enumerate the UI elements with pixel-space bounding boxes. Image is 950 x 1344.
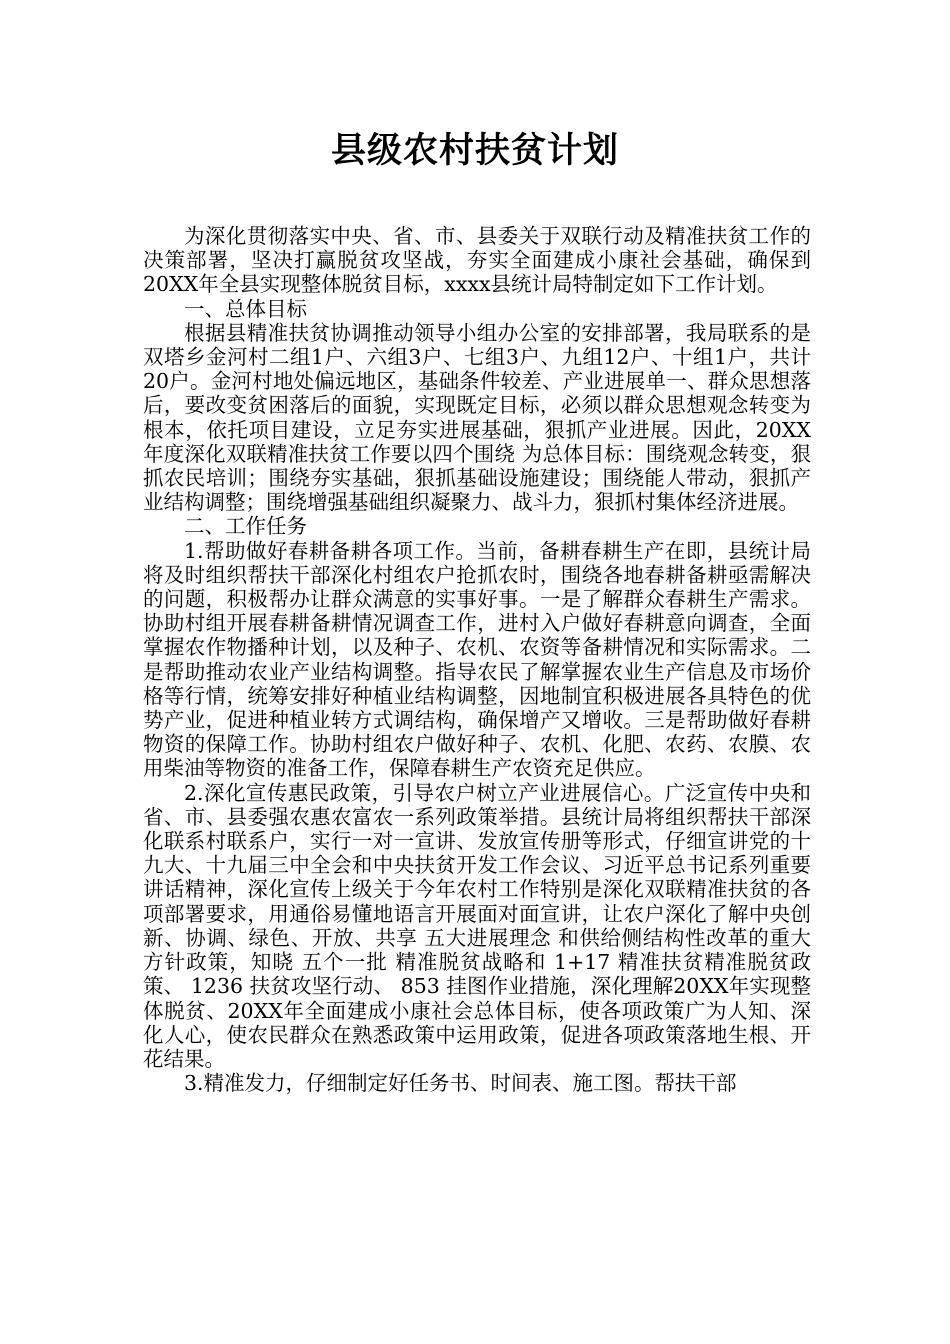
section-heading-overall-goal: 一、总体目标 bbox=[184, 296, 307, 321]
overall-goal-paragraph: 根据县精准扶贫协调推动领导小组办公室的安排部署，我局联系的是双塔乡金河村二组1户、六组3户、七组3户、九组12户、十组1户，共计20户。金河村地处偏远地区，基础条件较差、产业进展单一、群众思想落后，要改变贫困落后的面貌，实现既定目标，必须以群众思想观念转变为根本，依托项目建设，立足夯实进展基础，狠抓产业进展。因此，20XX年度深化双联精准扶贫工作要以四个围绕 为总体目标：围绕观念转变，狠抓农民培训；围绕夯实基础，狠抓基础设施建设；围绕能人带动，狠抓产业结构调整；围绕增强基础组织凝聚力、战斗力，狠抓村集体经济进展。 bbox=[143, 320, 811, 515]
document-body bbox=[143, 224, 811, 1095]
task-3-paragraph: 3.精准发力，仔细制定好任务书、时间表、施工图。帮扶干部 bbox=[184, 1071, 737, 1096]
section-heading-work-tasks: 二、工作任务 bbox=[184, 514, 307, 539]
intro-paragraph: 为深化贯彻落实中央、省、市、县委关于双联行动及精准扶贫工作的决策部署，坚决打赢脱贫攻坚战，夯实全面建成小康社会基础，确保到20XX年全县实现整体脱贫目标，xxxx县统计局特制定如下工作计划。 bbox=[143, 224, 811, 297]
task-1-paragraph: 1.帮助做好春耕备耕各项工作。当前，备耕春耕生产在即，县统计局将及时组织帮扶干部深化村组农户抢抓农时，围绕各地春耕备耕亟需解决的问题，积极帮办让群众满意的实事好事。一是了解群众春耕生产需求。协助村组开展春耕备耕情况调查工作，进村入户做好春耕意向调查，全面掌握农作物播种计划，以及种子、农机、农资等备耕情况和实际需求。二是帮助推动农业产业结构调整。指导农民了解掌握农业生产信息及市场价格等行情，统筹安排好种植业结构调整，因地制宜积极进展各具特色的优势产业，促进种植业转方式调结构，确保增产又增收。三是帮助做好春耕物资的保障工作。协助村组农户做好种子、农机、化肥、农药、农膜、农用柴油等物资的准备工作，保障春耕生产农资充足供应。 bbox=[143, 538, 811, 781]
document-title: 县级农村扶贫计划 bbox=[330, 131, 619, 171]
task-2-paragraph: 2.深化宣传惠民政策，引导农户树立产业进展信心。广泛宣传中央和省、市、县委强农惠农富农一系列政策举措。县统计局将组织帮扶干部深化联系村联系户，实行一对一宣讲、发放宣传册等形式，仔细宣讲党的十九大、十九届三中全会和中央扶贫开发工作会议、习近平总书记系列重要讲话精神，深化宣传上级关于今年农村工作特别是深化双联精准扶贫的各项部署要求，用通俗易懂地语言开展面对面宣讲，让农户深化了解中央创新、协调、绿色、开放、共享 五大进展理念 和供给侧结构性改革的重大方针政策，知晓 五个一批 精准脱贫战略和 1+17 精准扶贫精准脱贫政策、 1236 扶贫攻坚行动、 853 挂图作业措施，深化理解20XX年实现整体脱贫、20XX年全面建成小康社会总体目标，使各项政策广为人知、深化人心，使农民群众在熟悉政策中运用政策，促进各项政策落地生根、开花结果。 bbox=[143, 780, 811, 1071]
